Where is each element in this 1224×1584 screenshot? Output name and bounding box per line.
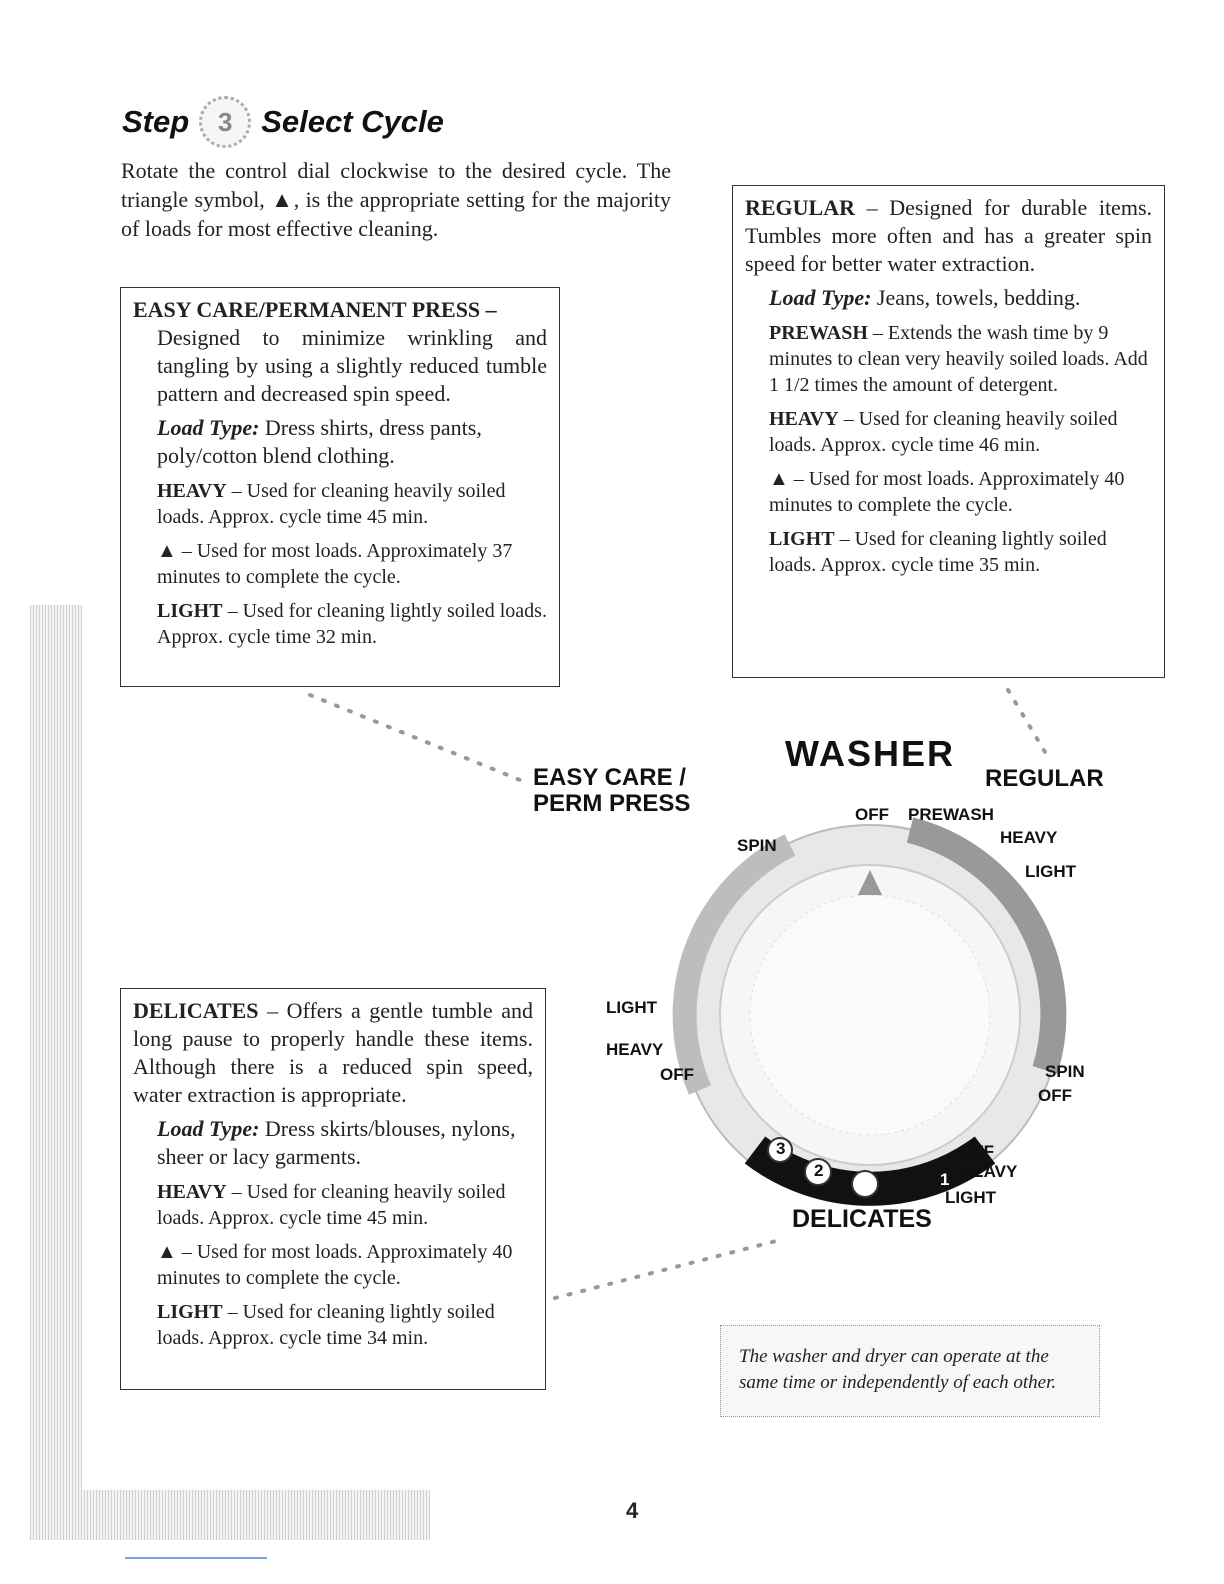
easy-care-description: Designed to minimize wrinkling and tangling by using a slightly reduced tumble pattern and decreased spin speed. xyxy=(157,325,547,406)
note-box: The washer and dryer can operate at the same time or independently of each other. xyxy=(720,1325,1100,1417)
dial-num-3: 3 xyxy=(776,1139,786,1158)
dial-num-1: 1 xyxy=(940,1170,950,1189)
dial-prewash: PREWASH xyxy=(908,805,994,824)
regular-prewash: PREWASH – Extends the wash time by 9 minutes to clean very heavily soiled loads. Add 1 1/2 times the amount of detergent. xyxy=(769,322,1148,396)
dial-heavy-left: HEAVY xyxy=(606,1040,664,1059)
dial-num-0: 0 xyxy=(861,1173,871,1192)
dial-light-right: LIGHT xyxy=(1025,862,1076,881)
step-label: Step xyxy=(122,104,190,139)
regular-normal: ▲ – Used for most loads. Approximately 40 minutes to complete the cycle. xyxy=(769,468,1125,516)
dial-regular-label: REGULAR xyxy=(985,765,1104,792)
dial-off-left: OFF xyxy=(660,1065,694,1084)
dial-delicates-label: DELICATES xyxy=(792,1205,932,1233)
delicates-light: LIGHT – Used for cleaning lightly soiled loads. Approx. cycle time 34 min. xyxy=(157,1301,495,1349)
page-number: 4 xyxy=(626,1498,639,1523)
dial-off-bottom: OFF xyxy=(960,1142,994,1161)
delicates-heading: DELICATES – Offers a gentle tumble and long pause to properly handle these items. Although there is a reduced spin speed, water extraction is appropriate. xyxy=(133,998,533,1107)
step-title-text: Select Cycle xyxy=(261,104,444,139)
easy-care-normal: ▲ – Used for most loads. Approximately 37 minutes to complete the cycle. xyxy=(157,540,513,588)
dial-spin-left: SPIN xyxy=(737,836,777,855)
dial-heavy-right: HEAVY xyxy=(1000,828,1058,847)
dial-num-2: 2 xyxy=(814,1161,824,1180)
regular-heading: REGULAR – Designed for durable items. Tumbles more often and has a greater spin speed for better water extraction. xyxy=(745,195,1152,276)
regular-load-type: Load Type: Jeans, towels, bedding. xyxy=(769,285,1081,310)
dial-washer-label: WASHER xyxy=(785,733,956,774)
dial-light-left: LIGHT xyxy=(606,998,657,1017)
easy-care-heavy: HEAVY – Used for cleaning heavily soiled loads. Approx. cycle time 45 min. xyxy=(157,480,506,528)
step-number-icon: 3 xyxy=(199,96,251,148)
dial-spin-right: SPIN xyxy=(1045,1062,1085,1081)
delicates-normal: ▲ – Used for most loads. Approximately 40 minutes to complete the cycle. xyxy=(157,1241,513,1289)
easy-care-heading: EASY CARE/PERMANENT PRESS – xyxy=(133,297,497,322)
easy-care-light: LIGHT – Used for cleaning lightly soiled loads. Approx. cycle time 32 min. xyxy=(157,600,547,648)
dial-off-top: OFF xyxy=(855,805,889,824)
regular-light: LIGHT – Used for cleaning lightly soiled loads. Approx. cycle time 35 min. xyxy=(769,528,1107,576)
easy-care-load-type: Load Type: Dress shirts, dress pants, poly/cotton blend clothing. xyxy=(157,415,482,468)
delicates-heavy: HEAVY – Used for cleaning heavily soiled loads. Approx. cycle time 45 min. xyxy=(157,1181,506,1229)
dial-heavy-bottom: HEAVY xyxy=(960,1162,1018,1181)
regular-heavy: HEAVY – Used for cleaning heavily soiled loads. Approx. cycle time 46 min. xyxy=(769,408,1118,456)
intro-paragraph: Rotate the control dial clockwise to the desired cycle. The triangle symbol, ▲, is the appropriate setting for the majority of loads for most effective cleaning. xyxy=(121,158,671,241)
delicates-load-type: Load Type: Dress skirts/blouses, nylons, sheer or lacy garments. xyxy=(157,1116,516,1169)
dial-off-right: OFF xyxy=(1038,1086,1072,1105)
dial-easy-care-label: EASY CARE / PERM PRESS xyxy=(533,764,691,817)
dial-light-bottom: LIGHT xyxy=(945,1188,996,1207)
